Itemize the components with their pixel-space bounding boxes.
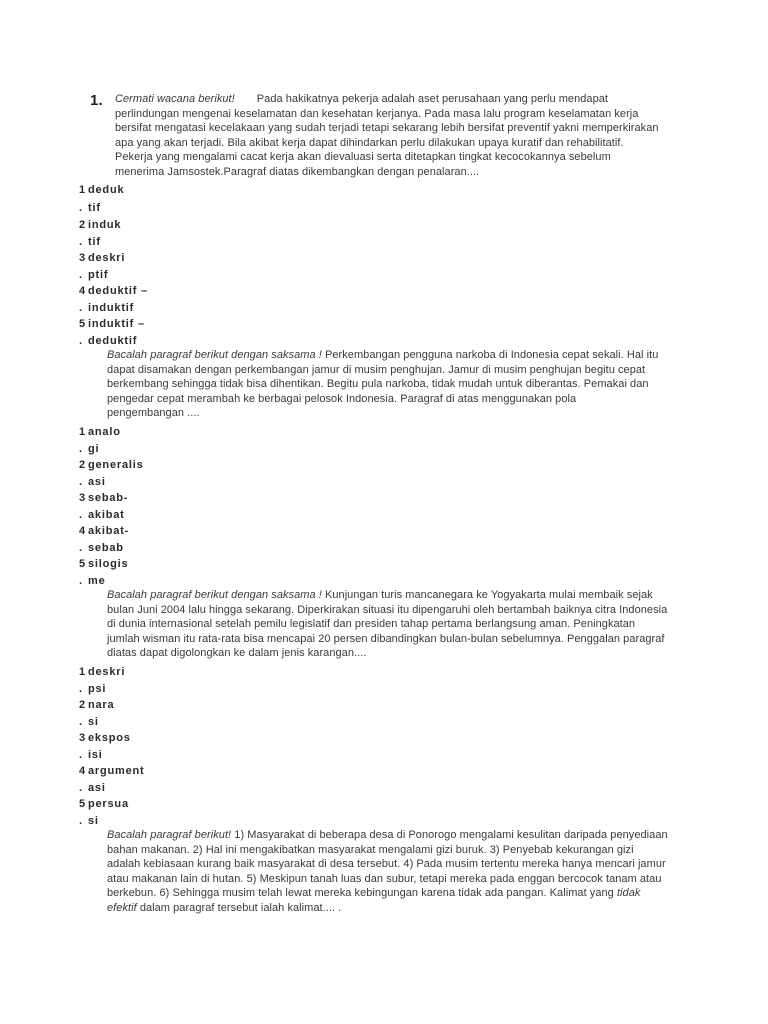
passage-line: bulan Juni 2004 lalu hingga sekarang. Diperkirakan situasi itu dipengaruhi oleh bertambah baiknya citra Indonesia bbox=[107, 603, 668, 616]
emphasis-text: efektif bbox=[107, 901, 137, 914]
option-4-line-2: . induktif bbox=[79, 302, 135, 314]
option-5-line-1: 5 silogis bbox=[79, 558, 129, 570]
option-2-line-1: 2 nara bbox=[79, 699, 115, 711]
question-3-passage bbox=[107, 588, 707, 661]
option-1-line-2: . psi bbox=[79, 683, 107, 695]
option-1-line-2: . tif bbox=[79, 202, 101, 214]
passage-line: berkebun. 6) Sehingga musim telah lewat mereka kebingungan karena tidak ada pangan. Kalimat yang tidak bbox=[107, 887, 641, 900]
passage-line: diatas dapat digolongkan ke dalam jenis karangan.... bbox=[107, 647, 367, 660]
passage-line: pengembangan .... bbox=[107, 407, 200, 420]
option-3-line-1: 3 ekspos bbox=[79, 732, 131, 744]
option-2-line-1: 2 induk bbox=[79, 219, 122, 231]
question-2-instruction: Bacalah paragraf berikut dengan saksama ! bbox=[107, 349, 322, 361]
question-4-instruction: Bacalah paragraf berikut! bbox=[107, 829, 232, 841]
option-3-line-1: 3 deskri bbox=[79, 252, 126, 264]
option-3-line-1: 3 sebab- bbox=[79, 492, 129, 504]
passage-line: Cermati wacana berikut! Pada hakikatnya pekerja adalah aset perusahaan yang perlu mendapat bbox=[115, 93, 609, 105]
passage-line: jumlah wisman itu rata-rata bisa mencapai 20 persen dibandingkan bulan-bulan sebelumnya. Penggalan paragraf bbox=[107, 632, 665, 645]
option-4-line-2: . asi bbox=[79, 782, 106, 794]
question-1-instruction: Cermati wacana berikut! bbox=[115, 93, 235, 105]
question-1-passage bbox=[115, 92, 675, 180]
passage-line: di dunia internasional setelah pemilu legislatif dan presiden tahap pertama berlangsung aman. Peningkatan bbox=[107, 618, 636, 631]
passage-line: berkembang sehingga tidak bisa dihentikan. Begitu pula narkoba, tidak mudah untuk diberantas. Pemakai dan bbox=[107, 378, 649, 391]
emphasis-text: tidak bbox=[616, 887, 641, 900]
option-2-line-2: . tif bbox=[79, 236, 101, 248]
passage-line: menerima Jamsostek.Paragraf diatas dikembangkan dengan penalaran.... bbox=[115, 165, 480, 178]
passage-line: perlindungan mengenai keselamatan dan kesehatan kerjanya. Pada masa lalu program keselamatan kerja bbox=[115, 107, 639, 120]
passage-line: Pekerja yang mengalami cacat kerja akan dievaluasi serta ditetapkan tingkat kecocokannya sebelum bbox=[115, 151, 611, 164]
option-1-line-1: 1 deskri bbox=[79, 666, 126, 678]
question-3-instruction: Bacalah paragraf berikut dengan saksama ! bbox=[107, 589, 322, 601]
option-5-line-1: 5 induktif – bbox=[79, 318, 145, 330]
passage-line: dapat disamakan dengan perkembangan jamur di musim penghujan. Jamur di musim penghujan begitu cepat bbox=[107, 363, 646, 376]
option-2-line-1: 2 generalis bbox=[79, 459, 144, 471]
option-4-line-1: 4 akibat- bbox=[79, 525, 130, 537]
option-5-line-1: 5 persua bbox=[79, 798, 129, 810]
passage-line: adalah kebiasaan kurang baik masyarakat di desa tersebut. 4) Pada musim tertentu mereka hanya mencari jamur bbox=[107, 858, 666, 871]
option-1-line-2: . gi bbox=[79, 443, 100, 455]
option-5-line-2: . deduktif bbox=[79, 335, 138, 347]
option-3-line-2: . ptif bbox=[79, 269, 109, 281]
option-1-line-1: 1 deduk bbox=[79, 184, 125, 196]
question-2-passage bbox=[107, 348, 687, 421]
passage-line: atau makanan lain di hutan. 5) Meskipun tanah luas dan subur, tetapi mereka pada enggan bercocok tanam atau bbox=[107, 872, 662, 885]
passage-line: bahan makanan. 2) Hal ini mengakibatkan masyarakat mengalami gizi buruk. 3) Penyebab kekurangan gizi bbox=[107, 843, 634, 856]
question-number: 1. bbox=[90, 92, 103, 109]
option-3-line-2: . akibat bbox=[79, 509, 125, 521]
option-5-line-2: . si bbox=[79, 815, 99, 827]
option-5-line-2: . me bbox=[79, 575, 106, 587]
option-4-line-1: 4 argument bbox=[79, 765, 145, 777]
option-1-line-1: 1 analo bbox=[79, 426, 121, 438]
passage-line: Bacalah paragraf berikut dengan saksama ! Perkembangan pengguna narkoba di Indonesia cepat sekali. Hal itu bbox=[107, 349, 659, 361]
option-2-line-2: . asi bbox=[79, 476, 106, 488]
passage-line: pengedar cepat merambah ke berbagai pelosok Indonesia. Paragraf di atas menggunakan pola bbox=[107, 392, 577, 405]
passage-line: Bacalah paragraf berikut dengan saksama ! Kunjungan turis mancanegara ke Yogyakarta mulai membaik sejak bbox=[107, 589, 653, 601]
option-2-line-2: . si bbox=[79, 716, 99, 728]
passage-line: bersifat mengatasi kecelakaan yang sudah terjadi tetapi sekarang lebih bersifat preventif yakni memperkirakan bbox=[115, 122, 659, 135]
question-4-passage bbox=[107, 828, 697, 916]
passage-line: apa yang akan terjadi. Bila akibat kerja dapat dihindarkan perlu dilakukan upaya kuratif dan rehabilitatif. bbox=[115, 136, 624, 149]
passage-line: Bacalah paragraf berikut! 1) Masyarakat di beberapa desa di Ponorogo mengalami kesulitan daripada penyediaan bbox=[107, 829, 668, 841]
option-3-line-2: . isi bbox=[79, 749, 103, 761]
option-4-line-2: . sebab bbox=[79, 542, 124, 554]
option-4-line-1: 4 deduktif – bbox=[79, 285, 148, 297]
passage-line: efektif dalam paragraf tersebut ialah kalimat.... . bbox=[107, 901, 342, 914]
